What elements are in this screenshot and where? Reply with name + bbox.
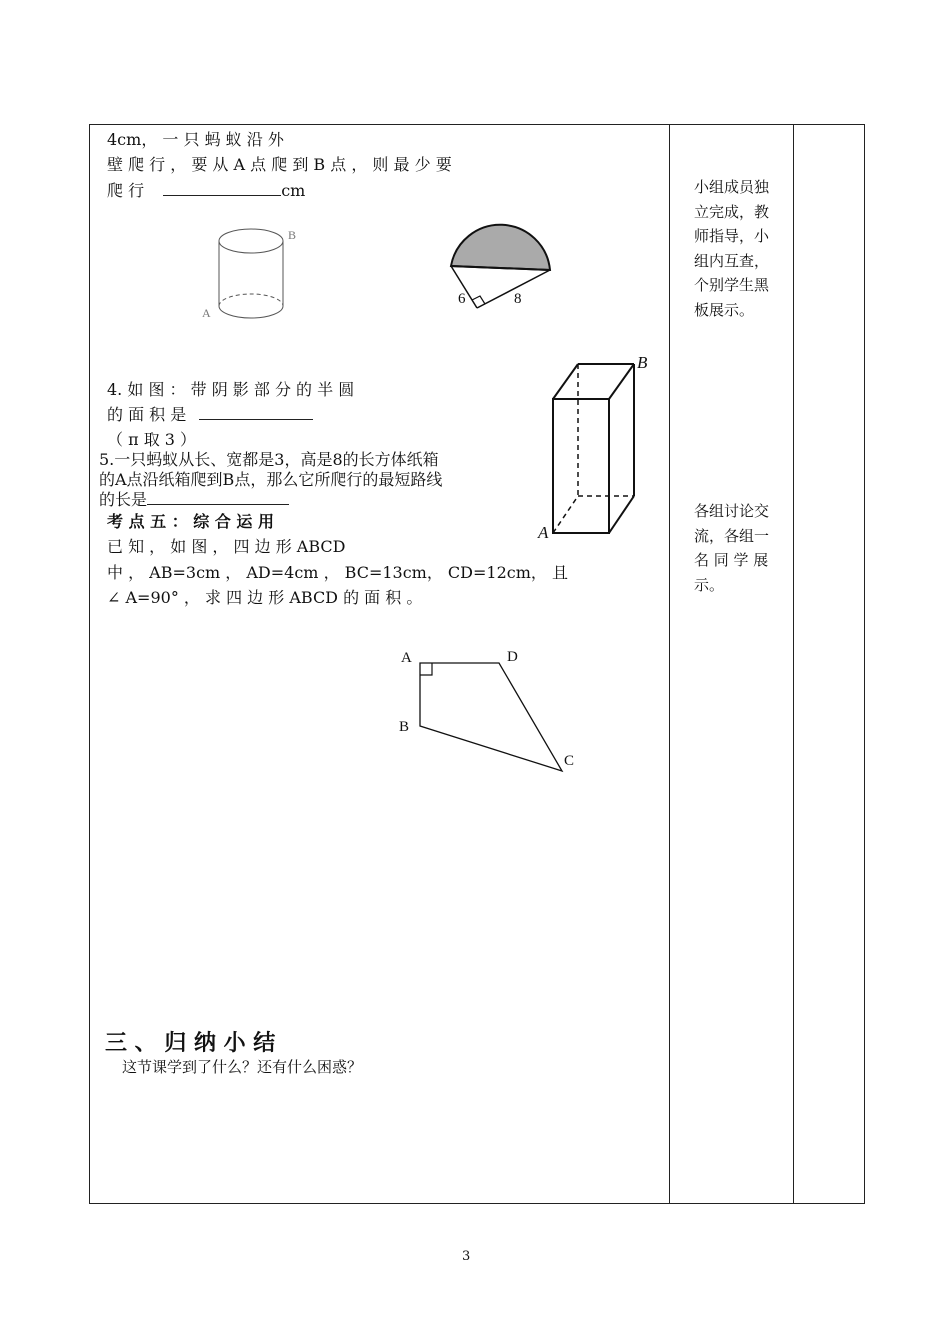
side-note-1-line: 立完成，教 — [694, 202, 770, 221]
semicircle-figure — [440, 210, 560, 320]
quad-label-d: D — [507, 649, 518, 665]
q5-line1: 5.一只蚂蚁从长、宽都是3，高是8的长方体纸箱 — [99, 450, 439, 469]
side-note-1-line: 个别学生黑 — [694, 276, 770, 294]
side-note-1-line: 师指导，小 — [694, 227, 770, 245]
side-note-group — [694, 499, 794, 597]
answer-blank-q5 — [147, 490, 289, 505]
q3-unit: cm — [281, 181, 306, 200]
side-note-1-line: 板展示。 — [694, 300, 755, 319]
q5-line3-text: 的长是 — [99, 490, 148, 509]
quad-label-a: A — [401, 650, 412, 666]
answer-blank-q4 — [199, 405, 313, 420]
answer-blank-q3 — [163, 181, 281, 196]
q3-line1: 4cm， 一 只 蚂 蚁 沿 外 — [107, 130, 284, 149]
page-number: 3 — [462, 1249, 471, 1264]
side-note-individual — [694, 175, 794, 322]
cuboid-figure — [535, 352, 655, 542]
q4-line2-text: 的 面 积 是 — [107, 405, 187, 424]
quadrilateral-figure — [395, 645, 585, 780]
kd5-line1: 已 知 ， 如 图 ， 四 边 形 ABCD — [107, 537, 346, 556]
q3-line2: 壁 爬 行 ， 要 从 A 点 爬 到 B 点 ， 则 最 少 要 — [107, 155, 452, 174]
q5-line3 — [99, 487, 289, 510]
summary-text: 这节课学到了什么？还有什么困惑？ — [122, 1058, 363, 1076]
side-note-2-line: 示。 — [694, 575, 725, 594]
kd5-line2: 中 ， AB=3cm ， AD=4cm ， BC=13cm， CD=12cm， 且 — [107, 563, 568, 582]
quad-label-c: C — [564, 753, 575, 769]
kd5-line3: ∠ A=90° ， 求 四 边 形 ABCD 的 面 积 。 — [107, 588, 423, 607]
q5-line2: 的A点沿纸箱爬到B点，那么它所爬行的最短路线 — [99, 470, 443, 489]
side-note-2-line: 名 同 学 展 — [694, 551, 769, 569]
q3-line3-prefix: 爬 行 — [107, 181, 145, 200]
summary-heading: 三 、 归 纳 小 结 — [105, 1031, 276, 1056]
cuboid-label-b: B — [637, 353, 648, 372]
cylinder-figure — [200, 220, 310, 330]
q4-line1: 4. 如 图 ： 带 阴 影 部 分 的 半 圆 — [107, 380, 355, 399]
semicircle-label-8: 8 — [514, 291, 522, 307]
quad-label-b: B — [399, 719, 410, 735]
kd5-heading: 考 点 五 ： 综 合 运 用 — [107, 512, 274, 531]
semicircle-label-6: 6 — [458, 291, 466, 307]
side-note-2-line: 流，各组一 — [694, 526, 770, 545]
q4-line2 — [107, 402, 313, 425]
cuboid-label-a: A — [538, 523, 549, 542]
cylinder-label-a: A — [202, 306, 211, 320]
column-divider-1 — [669, 125, 670, 1203]
q4-line3: （ π 取 3 ） — [107, 430, 197, 449]
side-note-2-line: 各组讨论交 — [694, 502, 770, 520]
side-note-1-line: 组内互查， — [694, 251, 770, 270]
side-note-1-line: 小组成员独 — [694, 178, 770, 196]
q3-line3 — [107, 178, 305, 201]
cylinder-label-b: B — [288, 228, 297, 242]
